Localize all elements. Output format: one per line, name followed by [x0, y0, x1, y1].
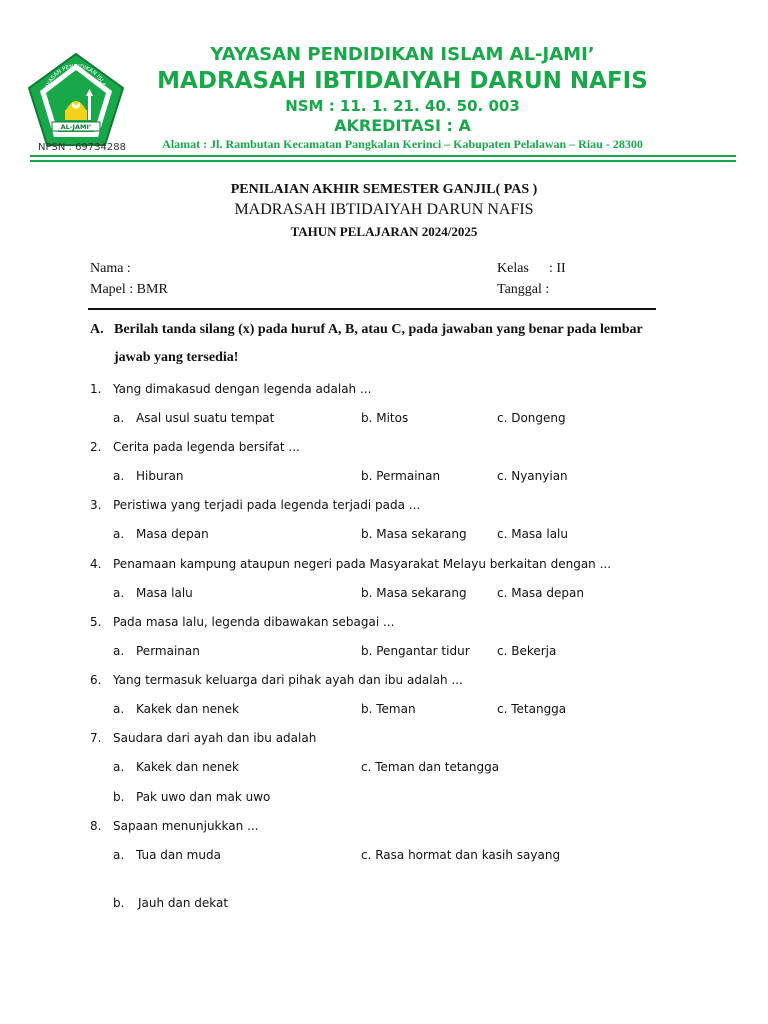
option-text: c. Dongeng [497, 411, 566, 425]
option-letter: b. [113, 896, 125, 910]
option-text: b. Masa sekarang [361, 527, 467, 541]
svg-text:YAYASAN PENDIDIKAN ISLAM: YAYASAN PENDIDIKAN ISLAM [44, 63, 108, 93]
option-text: c. Teman dan tetangga [361, 760, 500, 774]
option-letter: a. [113, 760, 125, 774]
option-text: Jauh dan dekat [138, 896, 229, 910]
option-text: Kakek dan nenek [136, 702, 239, 716]
option-text: Masa lalu [136, 586, 193, 600]
kelas-label: Kelas [497, 261, 529, 276]
kelas-value: : II [549, 261, 566, 276]
exam-school: MADRASAH IBTIDAIYAH DARUN NAFIS [234, 201, 534, 218]
header-divider-top [30, 155, 736, 157]
option-text: Masa depan [136, 527, 209, 541]
school-logo [26, 52, 126, 152]
option-text: Tua dan muda [136, 848, 221, 862]
question-number: 4. [90, 557, 102, 571]
npsn-label: NPSN : 69734288 [38, 142, 126, 153]
question-number: 1. [90, 382, 102, 396]
nsm-number: NSM : 11. 1. 21. 40. 50. 003 [285, 97, 520, 115]
school-name: MADRASAH IBTIDAIYAH DARUN NAFIS [157, 68, 648, 94]
svg-text:AL-JAMI’: AL-JAMI’ [60, 123, 92, 131]
option-text: c. Masa lalu [497, 527, 568, 541]
option-text: b. Permainan [361, 469, 441, 483]
mapel-field: Mapel : BMR [90, 282, 168, 297]
option-text: b. Masa sekarang [361, 586, 467, 600]
tanggal-field: Tanggal : [497, 282, 550, 297]
option-letter: a. [113, 702, 125, 716]
question-number: 5. [90, 615, 102, 629]
question-text: Sapaan menunjukkan ... [113, 819, 259, 833]
option-letter: a. [113, 848, 125, 862]
option-text: Pak uwo dan mak uwo [136, 790, 271, 804]
option-text: Asal usul suatu tempat [136, 411, 275, 425]
foundation-name: YAYASAN PENDIDIKAN ISLAM AL-JAMI’ [210, 44, 595, 65]
option-letter: a. [113, 527, 125, 541]
question-text: Penamaan kampung ataupun negeri pada Masyarakat Melayu berkaitan dengan ... [113, 557, 612, 571]
accreditation: AKREDITASI : A [334, 116, 471, 135]
question-text: Cerita pada legenda bersifat ... [113, 440, 300, 454]
option-text: c. Bekerja [497, 644, 557, 658]
question-text: Pada masa lalu, legenda dibawakan sebagai ... [113, 615, 395, 629]
question-number: 8. [90, 819, 102, 833]
option-text: Hiburan [136, 469, 184, 483]
info-divider [88, 308, 656, 310]
header-divider-bottom [30, 160, 736, 162]
option-letter: a. [113, 644, 125, 658]
option-text: b. Pengantar tidur [361, 644, 470, 658]
option-letter: a. [113, 411, 125, 425]
option-text: Permainan [136, 644, 200, 658]
exam-title: PENILAIAN AKHIR SEMESTER GANJIL( PAS ) [230, 182, 538, 197]
option-text: b. Teman [361, 702, 416, 716]
question-text: Saudara dari ayah dan ibu adalah [113, 731, 317, 745]
question-number: 7. [90, 731, 102, 745]
school-address: Alamat : Jl. Rambutan Kecamatan Pangkalan Kerinci – Kabupaten Pelalawan – Riau - 28300 [162, 137, 643, 151]
option-letter: b. [113, 790, 125, 804]
option-text: c. Nyanyian [497, 469, 568, 483]
option-text: c. Tetangga [497, 702, 567, 716]
option-letter: a. [113, 469, 125, 483]
exam-year: TAHUN PELAJARAN 2024/2025 [290, 224, 478, 239]
option-text: c. Masa depan [497, 586, 584, 600]
section-label: A. [90, 322, 104, 337]
question-number: 3. [90, 498, 102, 512]
option-text: b. Mitos [361, 411, 409, 425]
section-instruction-text: Berilah tanda silang (x) pada huruf A, B, atau C, pada jawaban yang benar pada lembar jawab yang tersedia! [114, 322, 643, 365]
question-text: Yang termasuk keluarga dari pihak ayah dan ibu adalah ... [113, 673, 463, 687]
question-number: 2. [90, 440, 102, 454]
question-text: Yang dimakasud dengan legenda adalah ... [113, 382, 372, 396]
nama-field: Nama : [90, 261, 131, 276]
option-letter: a. [113, 586, 125, 600]
option-text: c. Rasa hormat dan kasih sayang [361, 848, 561, 862]
option-text: Kakek dan nenek [136, 760, 239, 774]
question-number: 6. [90, 673, 102, 687]
question-text: Peristiwa yang terjadi pada legenda terjadi pada ... [113, 498, 421, 512]
